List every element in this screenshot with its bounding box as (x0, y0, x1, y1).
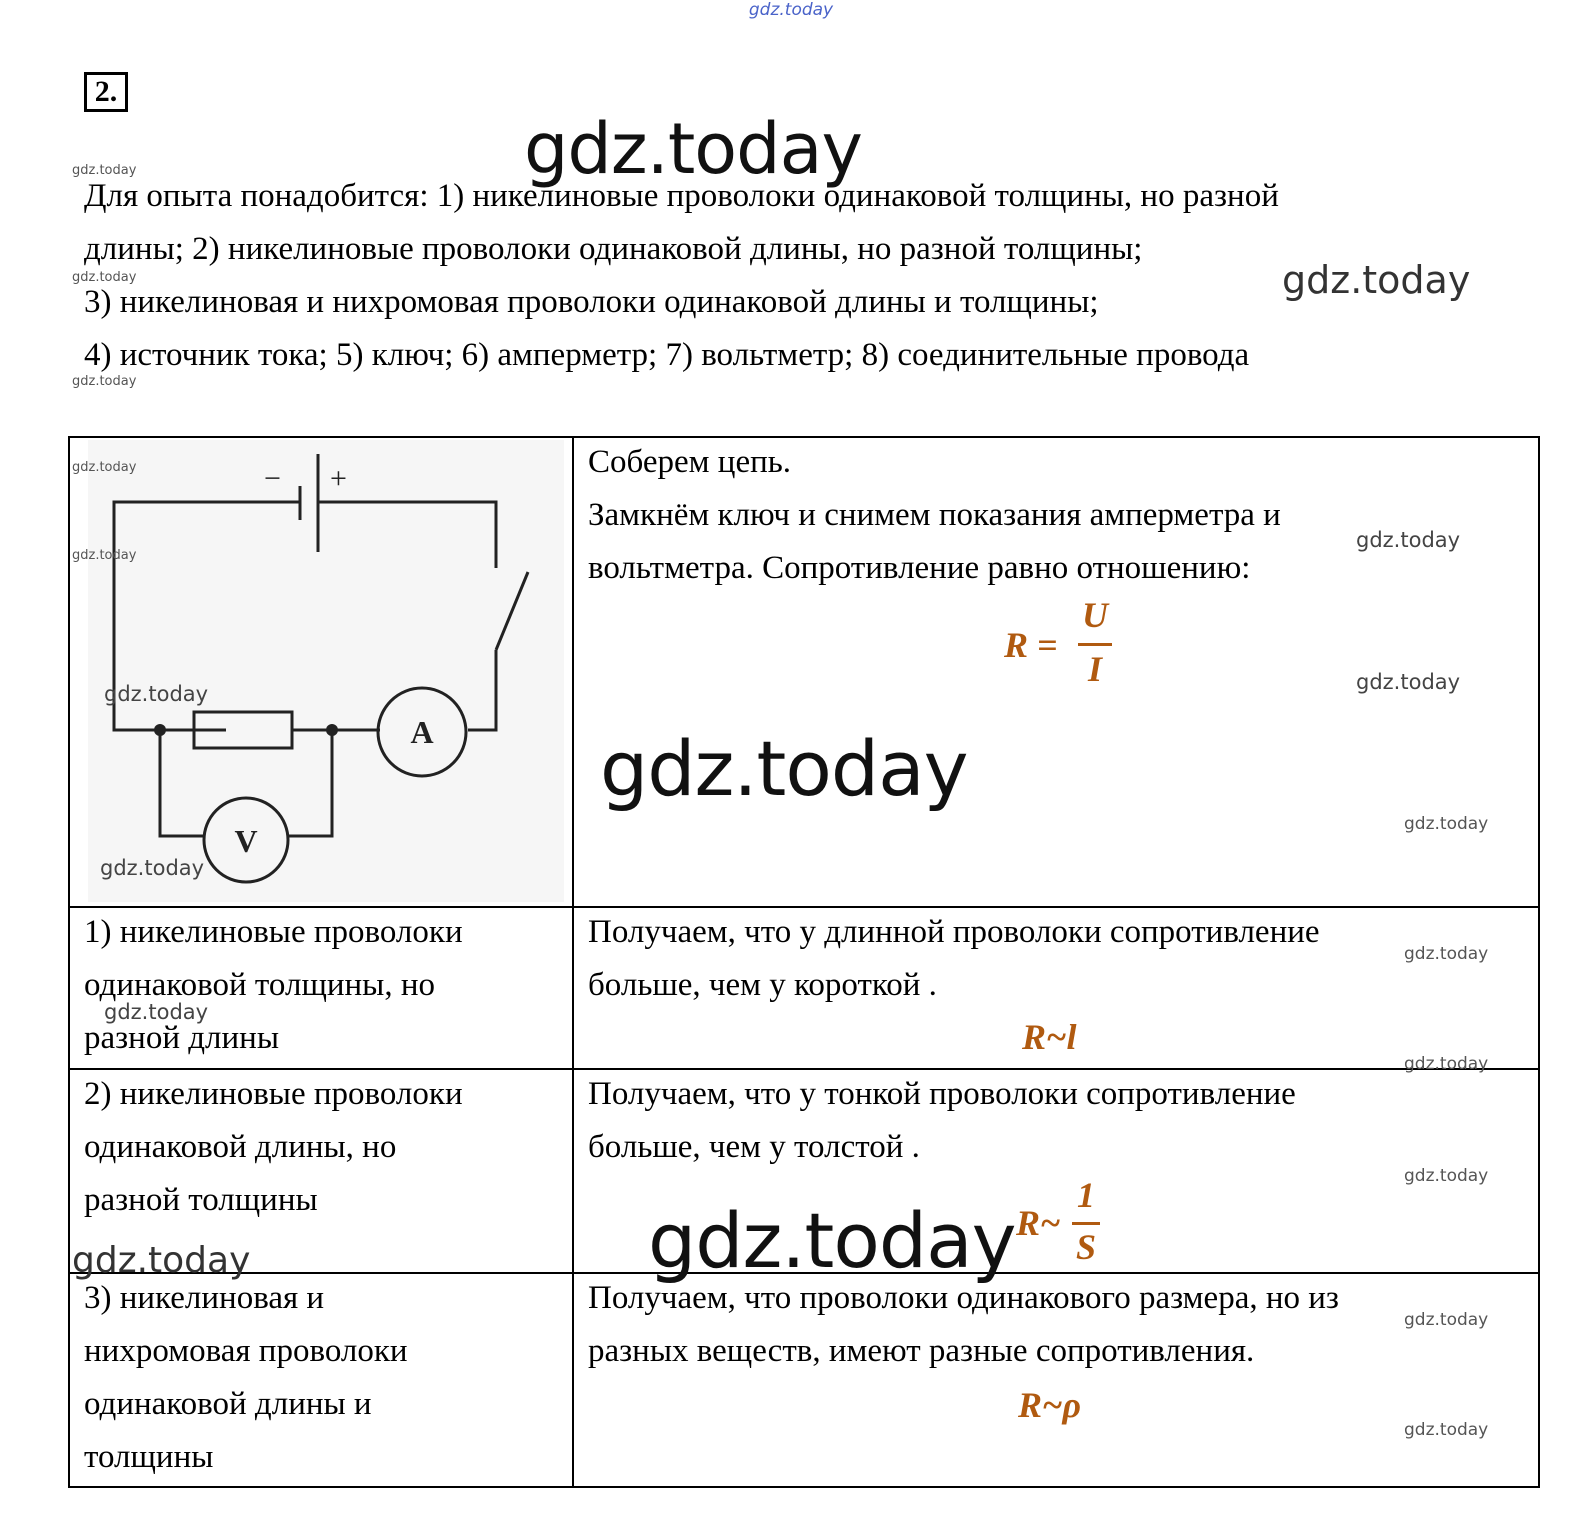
wire-voltmeter-right (288, 730, 332, 836)
top-watermark: gdz.today (748, 0, 834, 20)
formula-ohm-numerator: U (1082, 595, 1108, 635)
intro-line-3: 3) никелиновая и нихромовая проволоки одинаковой длины и толщины; (84, 284, 1099, 320)
formula-length: R~l (1022, 1017, 1077, 1057)
formula-ohm-fraction-bar (1078, 643, 1112, 646)
watermark-small: gdz.today (1404, 1166, 1489, 1186)
formula-area-fraction-bar (1072, 1222, 1100, 1225)
watermark-medium: gdz.today (1356, 670, 1461, 694)
formula-area-lhs: R~ (1016, 1203, 1061, 1243)
junction-dot (326, 724, 338, 736)
formula-area-numerator: 1 (1077, 1175, 1095, 1215)
intro-line-1: Для опыта понадобится: 1) никелиновые проволоки одинаковой толщины, но разной (84, 178, 1279, 214)
watermark-small: gdz.today (1404, 1420, 1489, 1440)
row2-left-line-1: 2) никелиновые проволоки (84, 1076, 463, 1112)
row2-right-line-1: Получаем, что у тонкой проволоки сопротивление (588, 1076, 1296, 1112)
formula-area-denominator: S (1075, 1227, 1097, 1267)
row1-right-line-2: больше, чем у короткой . (588, 967, 937, 1003)
junction-dot (154, 724, 166, 736)
watermark-large: gdz.today (600, 724, 968, 813)
watermark-small: gdz.today (1404, 944, 1489, 964)
watermark-small: gdz.today (1404, 1310, 1489, 1330)
row1-left-line-3: разной длины (84, 1020, 280, 1056)
formula-ohm-denominator: I (1087, 649, 1102, 689)
row0-text-line-3: вольтметра. Сопротивление равно отношению: (588, 550, 1251, 586)
intro-line-2: длины; 2) никелиновые проволоки одинаковой длины, но разной толщины; (84, 231, 1143, 267)
watermark-medium: gdz.today (100, 856, 205, 880)
row2-right-line-2: больше, чем у толстой . (588, 1129, 920, 1165)
row2-left-line-3: разной толщины (84, 1182, 318, 1218)
watermark-small: gdz.today (1404, 1054, 1489, 1074)
row0-text-line-1: Соберем цепь. (588, 444, 792, 480)
row1-left-line-2: одинаковой толщины, но (84, 967, 436, 1003)
wire-right (318, 502, 496, 568)
watermark-medium: gdz.today (104, 1000, 209, 1024)
row3-left-line-1: 3) никелиновая и (84, 1280, 325, 1316)
row1-right-line-1: Получаем, что у длинной проволоки сопротивление (588, 914, 1320, 950)
row3-left-line-4: толщины (84, 1439, 214, 1475)
row3-left-line-3: одинаковой длины и (84, 1386, 372, 1422)
watermark-small: gdz.today (72, 460, 137, 475)
watermark-medium: gdz.today (104, 682, 209, 706)
battery-minus-label: − (264, 462, 281, 495)
row0-text-line-2: Замкнём ключ и снимем показания амперметра и (588, 497, 1281, 533)
watermark-small: gdz.today (72, 163, 137, 178)
watermark-large: gdz.today (648, 1196, 1016, 1285)
watermark-small: gdz.today (72, 270, 137, 285)
formula-ohm-lhs: R = (1004, 625, 1058, 665)
wire-switch-ammeter (468, 650, 496, 730)
watermark-large: gdz.today (524, 108, 862, 190)
row1-left-line-1: 1) никелиновые проволоки (84, 914, 463, 950)
ammeter-label: A (410, 714, 434, 750)
watermark-medium: gdz.today (1356, 528, 1461, 552)
watermark-medium: gdz.today (1282, 258, 1471, 302)
circuit-diagram (68, 436, 572, 906)
task-number: 2. (84, 72, 128, 112)
row3-right-line-1: Получаем, что проволоки одинакового размера, но из (588, 1280, 1339, 1316)
row2-left-line-2: одинаковой длины, но (84, 1129, 397, 1165)
watermark-small: gdz.today (1404, 814, 1489, 834)
row3-right-line-2: разных веществ, имеют разные сопротивления. (588, 1333, 1255, 1369)
voltmeter-label: V (234, 823, 258, 859)
row3-left-line-2: нихромовая проволоки (84, 1333, 408, 1369)
formula-resistivity: R~ρ (1018, 1385, 1082, 1425)
switch-lever (496, 572, 528, 650)
intro-line-4: 4) источник тока; 5) ключ; 6) амперметр; 7) вольтметр; 8) соединительные провода (84, 337, 1250, 373)
watermark-small: gdz.today (72, 548, 137, 563)
battery-plus-label: + (330, 462, 347, 495)
wire-voltmeter-left (160, 730, 204, 836)
table-column-divider (572, 436, 574, 1488)
watermark-small: gdz.today (72, 374, 137, 389)
watermark-medium: gdz.today (72, 1240, 251, 1281)
